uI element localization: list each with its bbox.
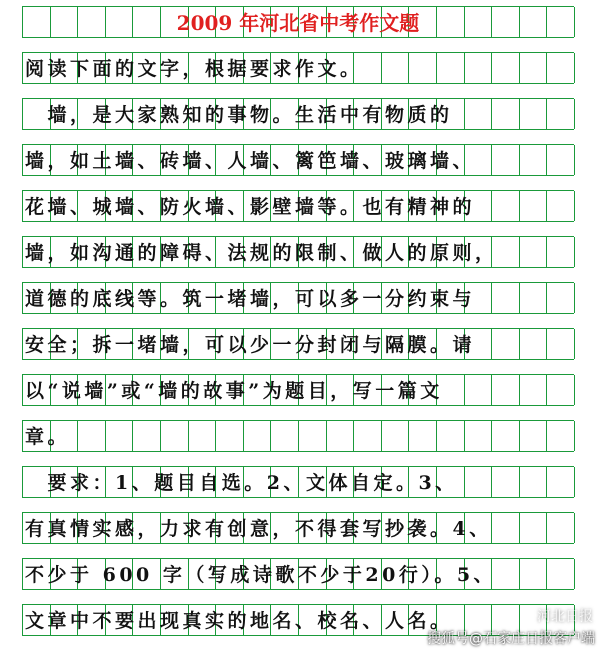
essay-line: 墙，是大家熟知的事物。生活中有物质的 (25, 103, 453, 126)
essay-line: 道德的底线等。筑一堵墙，可以多一分约束与 (25, 287, 476, 310)
watermark-logo-text: 河北日报 (537, 609, 593, 625)
essay-line: 以“说墙”或“墙的故事”为题目，写一篇文 (25, 379, 443, 402)
essay-line: 章。 (25, 425, 71, 448)
essay-line: 要求：1、题目自选。2、文体自定。3、 (25, 471, 458, 494)
title-text: 2009 年河北省中考作文题 (176, 10, 420, 35)
essay-line: 文章中不要出现真实的地名、校名、人名。 (25, 609, 453, 632)
essay-line: 墙，如土墙、砖墙、人墙、篱笆墙、玻璃墙、 (25, 149, 476, 172)
essay-line: 墙，如沟通的障碍、法规的限制、做人的原则， (25, 241, 498, 264)
essay-line: 花墙、城墙、防火墙、影壁墙等。也有精神的 (25, 195, 476, 218)
essay-line: 安全；拆一堵墙，可以少一分封闭与隔膜。请 (25, 333, 476, 356)
page-title (22, 6, 574, 36)
essay-line: 有真情实感，力求有创意，不得套写抄袭。4、 (25, 517, 492, 540)
essay-line: 阅读下面的文字，根据要求作文。 (25, 57, 363, 80)
grid-cell-divider (574, 7, 575, 37)
essay-line: 不少于 600 字（写成诗歌不少于20行）。5、 (25, 563, 497, 586)
watermark-source: 搜狐号@石家庄日报客户端 (427, 631, 595, 647)
